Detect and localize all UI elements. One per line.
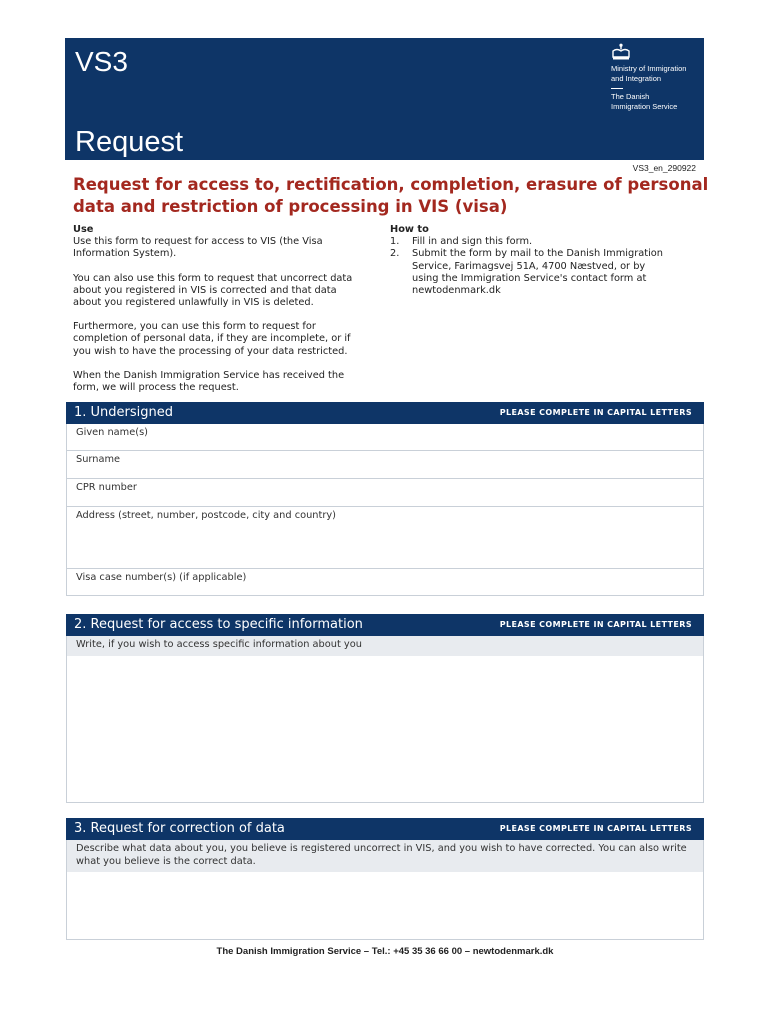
address-label: Address (street, number, postcode, city and country) [76, 510, 337, 521]
how-to-steps [390, 236, 690, 297]
cpr-number-label: CPR number [76, 482, 137, 493]
section-header [66, 818, 704, 840]
ministry-logo-text [611, 64, 686, 112]
access-instructions: Write, if you wish to access specific information about you [67, 636, 703, 656]
use-paragraph-4: When the Danish Immigration Service has received the form, we will process the request. [73, 369, 345, 394]
address-field[interactable] [67, 507, 703, 569]
use-paragraph-1: Use this form to request for access to VIS (the Visa Information System). [73, 236, 323, 260]
section-body [66, 424, 704, 596]
section-title: 2. Request for access to specific information [74, 617, 363, 632]
capital-letters-hint: PLEASE COMPLETE IN CAPITAL LETTERS [499, 620, 692, 629]
visa-case-number-label: Visa case number(s) (if applicable) [76, 572, 247, 583]
given-names-label: Given name(s) [76, 427, 148, 438]
given-names-field[interactable] [67, 424, 703, 451]
service-line-2: Immigration Service [611, 102, 678, 111]
ministry-line-2: and Integration [611, 74, 662, 83]
section-undersigned [66, 402, 704, 596]
logo-divider [611, 88, 623, 89]
step-text: Submit the form by mail to the Danish Immigration Service, Farimagsvej 51A, 4700 Næstved, or by using the Immigration Service's contact form at newtodenmark.dk [412, 248, 664, 297]
step-number: 2. [390, 248, 400, 260]
form-version-code: VS3_en_290922 [632, 163, 696, 173]
form-code: VS3 [75, 46, 128, 77]
ministry-line-1: Ministry of Immigration [611, 64, 687, 73]
use-heading: Use [73, 224, 94, 235]
royal-crown-icon [611, 43, 631, 61]
page-footer: The Danish Immigration Service – Tel.: +45 35 36 66 00 – newtodenmark.dk [216, 946, 554, 957]
correction-request-text-area[interactable] [67, 872, 703, 939]
surname-label: Surname [76, 454, 121, 465]
how-to-step [390, 236, 690, 248]
section-body [66, 636, 704, 803]
request-heading: Request [75, 126, 184, 158]
how-to-heading: How to [390, 224, 429, 235]
use-instructions [73, 224, 383, 406]
section-title: 1. Undersigned [74, 405, 174, 420]
section-title: 3. Request for correction of data [74, 821, 285, 836]
visa-case-number-field[interactable] [67, 569, 703, 595]
capital-letters-hint: PLEASE COMPLETE IN CAPITAL LETTERS [499, 408, 692, 417]
section-request-correction [66, 818, 704, 940]
section-header [66, 402, 704, 424]
how-to-instructions [390, 224, 690, 297]
section-header [66, 614, 704, 636]
capital-letters-hint: PLEASE COMPLETE IN CAPITAL LETTERS [499, 824, 692, 833]
step-text: Fill in and sign this form. [412, 236, 533, 248]
section-request-access [66, 614, 704, 803]
page-title: Request for access to, rectification, completion, erasure of personal data and restriction of processing in VIS (visa) [73, 175, 709, 216]
step-number: 1. [390, 236, 400, 248]
how-to-step [390, 248, 690, 297]
form-header-banner [65, 38, 704, 160]
service-line-1: The Danish [611, 92, 650, 101]
use-paragraph-3: Furthermore, you can use this form to request for completion of personal data, if they are incomplete, or if you wish to have the processing of your data restricted. [73, 321, 351, 357]
surname-field[interactable] [67, 451, 703, 479]
cpr-number-field[interactable] [67, 479, 703, 507]
correction-instructions: Describe what data about you, you believe is registered uncorrect in VIS, and you wish to have corrected. You can also write what you believe is the correct data. [67, 840, 703, 872]
section-body [66, 840, 704, 940]
access-request-text-area[interactable] [67, 656, 703, 802]
use-paragraph-2: You can also use this form to request that uncorrect data about you registered in VIS is corrected and that data about you registered unlawfully in VIS is deleted. [73, 272, 353, 309]
